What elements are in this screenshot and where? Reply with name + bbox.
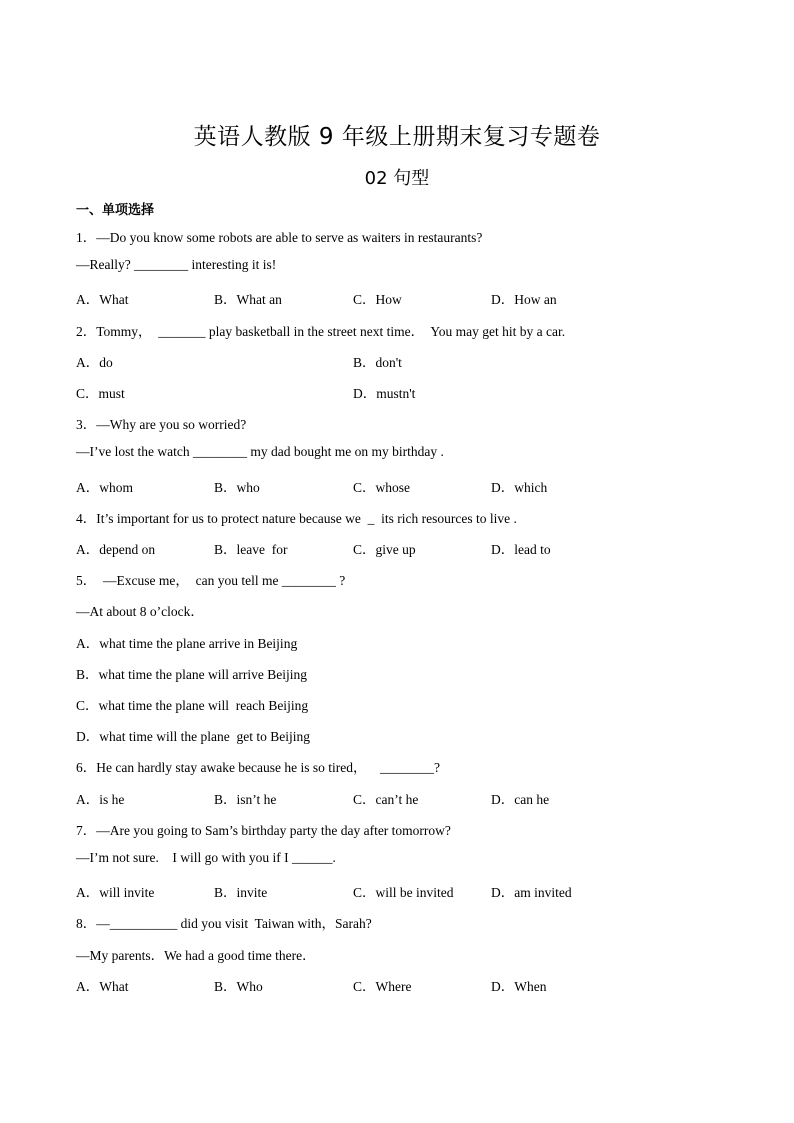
question-4-option-d: D．lead to [491, 542, 551, 557]
question-5-stem: 5． —Excuse me， can you tell me ________ ? [76, 573, 346, 588]
question-2-option-c: C．must [76, 386, 125, 401]
question-5-option-a: A．what time the plane arrive in Beijing [76, 636, 298, 651]
question-8-option-a: A．What [76, 979, 129, 994]
question-4-stem: 4．It’s important for us to protect nature because we _ its rich resources to live . [76, 511, 517, 526]
question-1-stem: 1．—Do you know some robots are able to serve as waiters in restaurants? [76, 230, 483, 245]
question-7-option-a: A．will invite [76, 885, 155, 900]
question-3-option-c: C．whose [353, 480, 410, 495]
question-7-reply: —I’m not sure. I will go with you if I ______. [76, 850, 336, 865]
question-4-option-a: A．depend on [76, 542, 156, 557]
question-1-option-b: B．What an [214, 292, 282, 307]
question-8-option-c: C．Where [353, 979, 412, 994]
question-2-stem: 2．Tommy， _______ play basketball in the street next time． You may get hit by a car. [76, 324, 566, 339]
question-2-option-d: D．mustn't [353, 386, 416, 401]
question-3-stem: 3．—Why are you so worried? [76, 417, 247, 432]
question-3-option-d: D．which [491, 480, 548, 495]
question-7-option-c: C．will be invited [353, 885, 454, 900]
question-6-option-a: A．is he [76, 792, 125, 807]
question-5-option-c: C．what time the plane will reach Beijing [76, 698, 309, 713]
question-1-reply: —Really? ________ interesting it is! [76, 257, 277, 272]
question-4-option-b: B．leave for [214, 542, 288, 557]
page-subtitle: 02 句型 [364, 168, 430, 189]
question-6-option-b: B．isn’t he [214, 792, 277, 807]
section-heading: 一、单项选择 [76, 203, 155, 218]
question-2-option-a: A．do [76, 355, 113, 370]
question-3-option-a: A．whom [76, 480, 133, 495]
question-3-reply: —I’ve lost the watch ________ my dad bought me on my birthday . [76, 444, 444, 459]
question-8-stem: 8．—__________ did you visit Taiwan with，Sarah? [76, 916, 372, 931]
question-3-option-b: B．who [214, 480, 260, 495]
question-7-stem: 7．—Are you going to Sam’s birthday party the day after tomorrow? [76, 823, 451, 838]
question-2-option-b: B．don't [353, 355, 402, 370]
question-8-reply: —My parents．We had a good time there． [76, 948, 316, 963]
question-8-option-b: B．Who [214, 979, 263, 994]
question-1-option-a: A．What [76, 292, 129, 307]
question-8-option-d: D．When [491, 979, 547, 994]
question-1-option-d: D．How an [491, 292, 557, 307]
question-1-option-c: C．How [353, 292, 402, 307]
question-7-option-b: B．invite [214, 885, 268, 900]
question-6-stem: 6．He can hardly stay awake because he is so tired， ________? [76, 760, 441, 775]
question-7-option-d: D．am invited [491, 885, 572, 900]
question-6-option-c: C．can’t he [353, 792, 419, 807]
page-title: 英语人教版 9 年级上册期末复习专题卷 [193, 124, 601, 150]
question-4-option-c: C．give up [353, 542, 416, 557]
question-5-option-d: D．what time will the plane get to Beijing [76, 729, 310, 744]
question-6-option-d: D．can he [491, 792, 550, 807]
question-5-reply: —At about 8 o’clock． [76, 604, 204, 619]
question-5-option-b: B．what time the plane will arrive Beijing [76, 667, 307, 682]
